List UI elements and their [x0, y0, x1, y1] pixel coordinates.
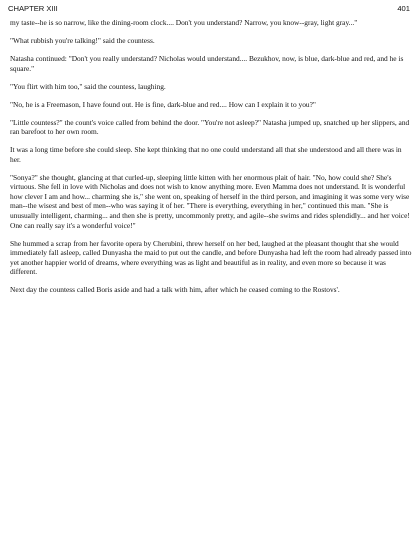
paragraph: Next day the countess called Boris aside and had a talk with him, after which he ceased coming to the Rostovs'. — [10, 285, 340, 295]
paragraph: She hummed a scrap from her favorite opera by Cherubini, threw herself on her bed, laughed at the pleasant thought that she would immediately fall asleep, called Dunyasha the maid to put out the candle, and before Dunyasha had left the room had already passed into yet another happier world of dreams, where everything was as light and beautiful as in reality, and even more so because it was different. — [10, 238, 412, 277]
paragraph: "What rubbish you're talking!" said the countess. — [10, 35, 155, 45]
paragraph: my taste--he is so narrow, like the dining-room clock.... Don't you understand? Narrow, you know--gray, light gray..." — [10, 18, 358, 27]
paragraph: "No, he is a Freemason, I have found out. He is fine, dark-blue and red.... How can I explain it to you?" — [10, 99, 316, 109]
paragraph: "You flirt with him too," said the countess, laughing. — [10, 81, 166, 91]
page-header — [8, 2, 410, 14]
body-text — [10, 18, 412, 303]
paragraph: "Sonya?" she thought, glancing at that curled-up, sleeping little kitten with her enormous plait of hair. "No, how could she? She's virtuous. She fell in love with Nicholas and does not wish to know anything more. Even Mamma does not understand. It is wonderful how clever I am and how... charming she is," she went on, speaking of herself in the third person, and imagining it was some very wise man--the wisest and best of men--who was saying it of her. "There is everything, everything in her," continued this man. "She is unusually intelligent, charming... and then she is pretty, uncommonly pretty, and agile--she swims and rides splendidly... and her voice! One can really say it's a wonderful voice!" — [10, 172, 410, 230]
chapter-title: CHAPTER XIII — [8, 3, 58, 13]
page-number: 401 — [397, 3, 410, 13]
paragraph: "Little countess?" the count's voice called from behind the door. "You're not asleep?" Natasha jumped up, snatched up her slippers, and ran barefoot to her own room. — [10, 117, 410, 137]
paragraph: Natasha continued: "Don't you really understand? Nicholas would understand.... Bezukhov, now, is blue, dark-blue and red, and he is square." — [10, 53, 404, 73]
paragraph: It was a long time before she could sleep. She kept thinking that no one could understand all that she understood and all there was in her. — [10, 145, 402, 164]
